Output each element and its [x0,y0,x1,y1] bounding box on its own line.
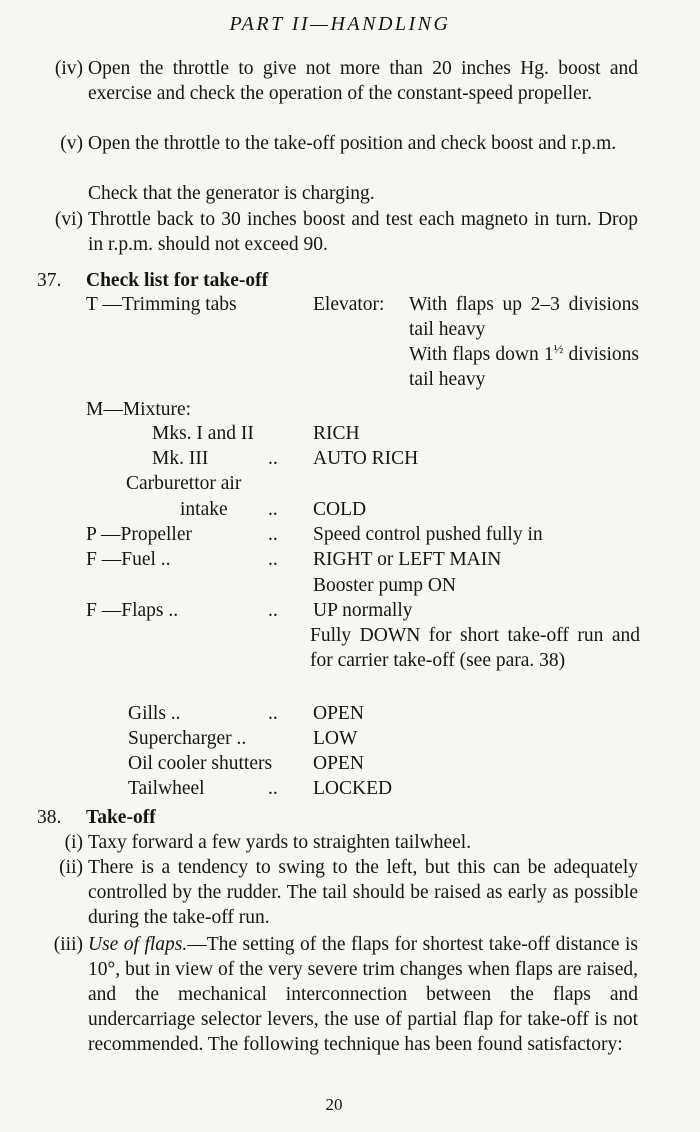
item-text [88,932,638,1057]
checklist-value: AUTO RICH [313,448,419,469]
checklist-value: With flaps up 2–3 divisions tail heavy [409,294,639,340]
checklist-value: UP normally [313,600,413,621]
page-number: 20 [325,1095,343,1114]
item-text: Throttle back to 30 inches boost and test each magneto in turn. Drop in r.p.m. should not exceed 90. [88,209,638,255]
section-title: Take-off [86,807,156,828]
item-number: (iii) [53,934,83,955]
checklist-value: COLD [313,499,367,520]
checklist-label: Carburettor air [126,473,242,494]
leader-dots: .. [268,448,278,469]
item-number: (ii) [59,857,83,878]
checklist-label: Tailwheel [128,778,205,799]
leader-dots: .. [268,499,278,520]
checklist-label: Oil cooler shutters [128,753,273,774]
item-text: Check that the generator is charging. [88,183,375,204]
item-text: Taxy forward a few yards to straighten tailwheel. [88,832,472,853]
item-text: There is a tendency to swing to the left, but this can be adequately controlled by the rudder. The tail should be raised as early as possible during the take-off run. [88,857,638,928]
item-number: (iv) [54,58,83,79]
section-title: Check list for take-off [86,270,269,291]
item-text: Open the throttle to give not more than 20 inches Hg. boost and exercise and check the operation of the constant-speed propeller. [88,58,638,104]
leader-dots: .. [268,524,278,545]
checklist-label: P —Propeller [86,524,192,545]
checklist-value: OPEN [313,753,364,774]
checklist-label: M—Mixture: [86,399,192,420]
checklist-value: Booster pump ON [313,575,456,596]
checklist-value: RICH [313,423,360,444]
checklist-value: With flaps down $1^{\frac{1}{2}}$ divisions tail heavy [409,341,639,390]
page-header: PART II—HANDLING [229,13,451,35]
item-text-rest: —The setting of the flaps for shortest take-off distance is 10°, but in view of the very severe trim changes when flaps are raised, and the mechanical interconnection between the flaps and undercarriage selector levers, the use of partial flap for take-off is not recommended. The following technique has been found satisfactory: [88,934,639,1055]
item-number: (vi) [54,209,83,230]
checklist-label: T —Trimming tabs [86,294,237,315]
checklist-value: Fully DOWN for short take-off run and for carrier take-off (see para. 38) [310,625,640,671]
checklist-value: RIGHT or LEFT MAIN [313,549,502,570]
checklist-value: LOCKED [313,778,393,799]
checklist-value: Speed control pushed fully in [313,524,543,545]
checklist-label: Gills .. [128,703,181,724]
leader-dots: .. [268,778,278,799]
item-text: Open the throttle to the take-off position and check boost and r.p.m. [88,133,617,154]
checklist-label: Supercharger .. [128,728,247,749]
checklist-label: Mks. I and II [152,423,254,444]
checklist-label: F —Flaps .. [86,600,179,621]
checklist-value: OPEN [313,703,364,724]
item-number: (v) [60,133,83,154]
item-lead: Use of flaps. [88,934,188,955]
checklist-sublabel: Elevator: [313,294,385,315]
section-number: 37. [37,270,62,291]
leader-dots: .. [268,600,278,621]
checklist-value: LOW [313,728,358,749]
checklist-label: F —Fuel .. [86,549,171,570]
section-number: 38. [37,807,62,828]
checklist-label: intake [180,499,228,520]
item-number: (i) [64,832,83,853]
leader-dots: .. [268,703,278,724]
checklist-label: Mk. III [152,448,209,469]
leader-dots: .. [268,549,278,570]
